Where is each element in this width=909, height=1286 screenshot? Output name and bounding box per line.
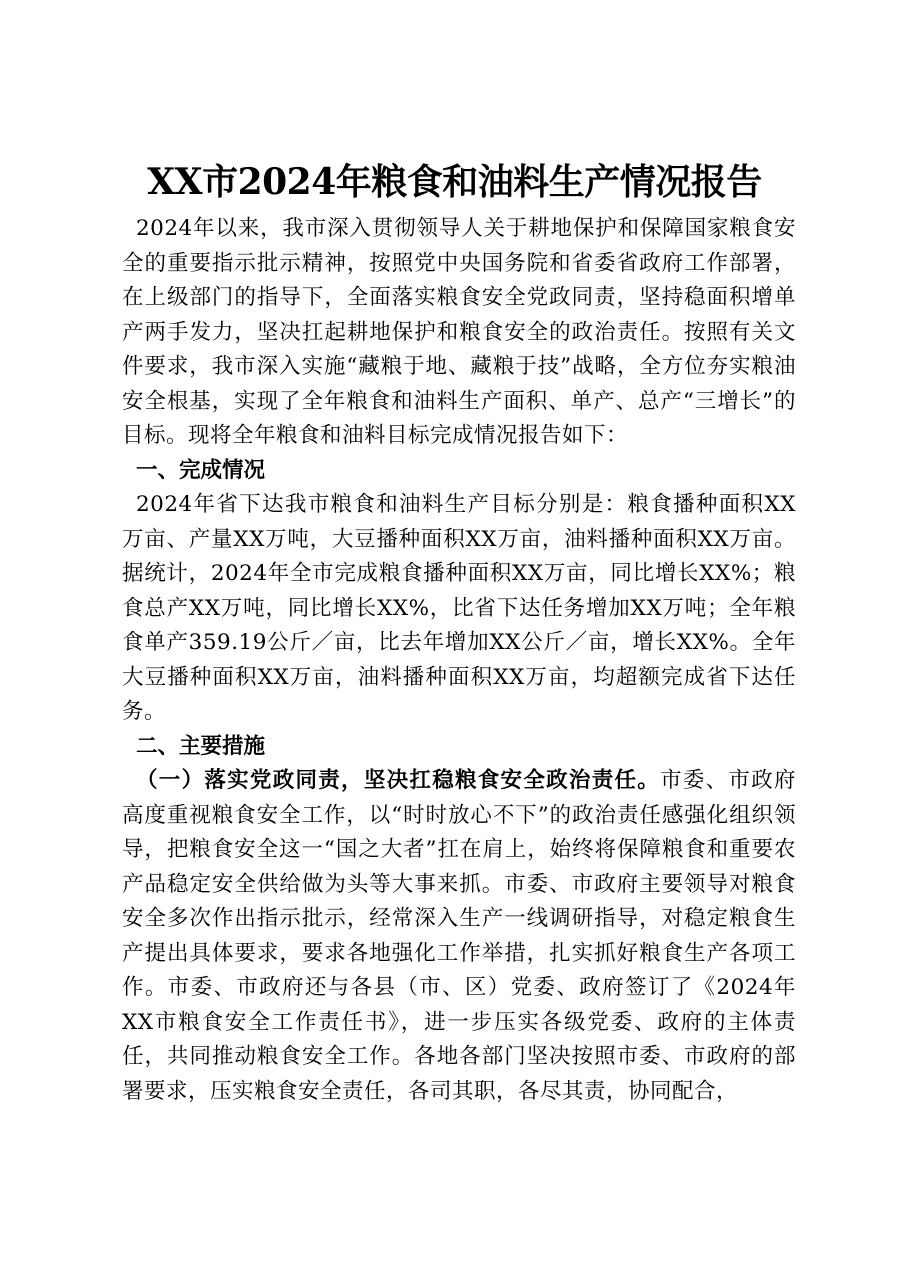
page-title: XX市2024年粮食和油料生产情况报告 — [147, 161, 762, 203]
document-body — [122, 212, 796, 1109]
section-heading-measures: 二、主要措施 — [136, 733, 266, 759]
section-heading-completion: 一、完成情况 — [136, 457, 266, 483]
measure-lead: （一）落实党政同责，坚决扛稳粮食安全政治责任。 — [136, 768, 661, 793]
measure-text: 市委、市政府高度重视粮食安全工作，以“时时放心不下”的政治责任感强化组织领导，把粮食安全这一“国之大者”扛在肩上，始终将保障粮食和重要农产品稳定安全供给做为头等大事来抓。市委、市政府主要领导对粮食安全多次作出指示批示，经常深入生产一线调研指导，对稳定粮食生产提出具体要求，要求各地强化工作举措，扎实抓好粮食生产各项工作。市委、市政府还与各县（市、区）党委、政府签订了《2024年XX市粮食安全工作责任书》，进一步压实各级党委、政府的主体责任，共同推动粮食安全工作。各地各部门坚决按照市委、市政府的部署要求，压实粮食安全责任，各司其职，各尽其责，协同配合， — [122, 768, 796, 1104]
completion-paragraph: 2024年省下达我市粮食和油料生产目标分别是：粮食播种面积XX万亩、产量XX万吨，大豆播种面积XX万亩，油料播种面积XX万亩。据统计，2024年全市完成粮食播种面积XX万亩，同比增长XX%；粮食总产XX万吨，同比增长XX%，比省下达任务增加XX万吨；全年粮食单产359.19公斤／亩，比去年增加XX公斤／亩，增长XX%。全年大豆播种面积XX万亩，油料播种面积XX万亩，均超额完成省下达任务。 — [122, 492, 796, 724]
intro-paragraph: 2024年以来，我市深入贯彻领导人关于耕地保护和保障国家粮食安全的重要指示批示精神，按照党中央国务院和省委省政府工作部署，在上级部门的指导下，全面落实粮食安全党政同责，坚持稳面积增单产两手发力，坚决扛起耕地保护和粮食安全的政治责任。按照有关文件要求，我市深入实施“藏粮于地、藏粮于技”战略，全方位夯实粮油安全根基，实现了全年粮食和油料生产面积、单产、总产“三增长”的目标。现将全年粮食和油料目标完成情况报告如下： — [122, 216, 796, 448]
measure-paragraph — [122, 764, 796, 1109]
